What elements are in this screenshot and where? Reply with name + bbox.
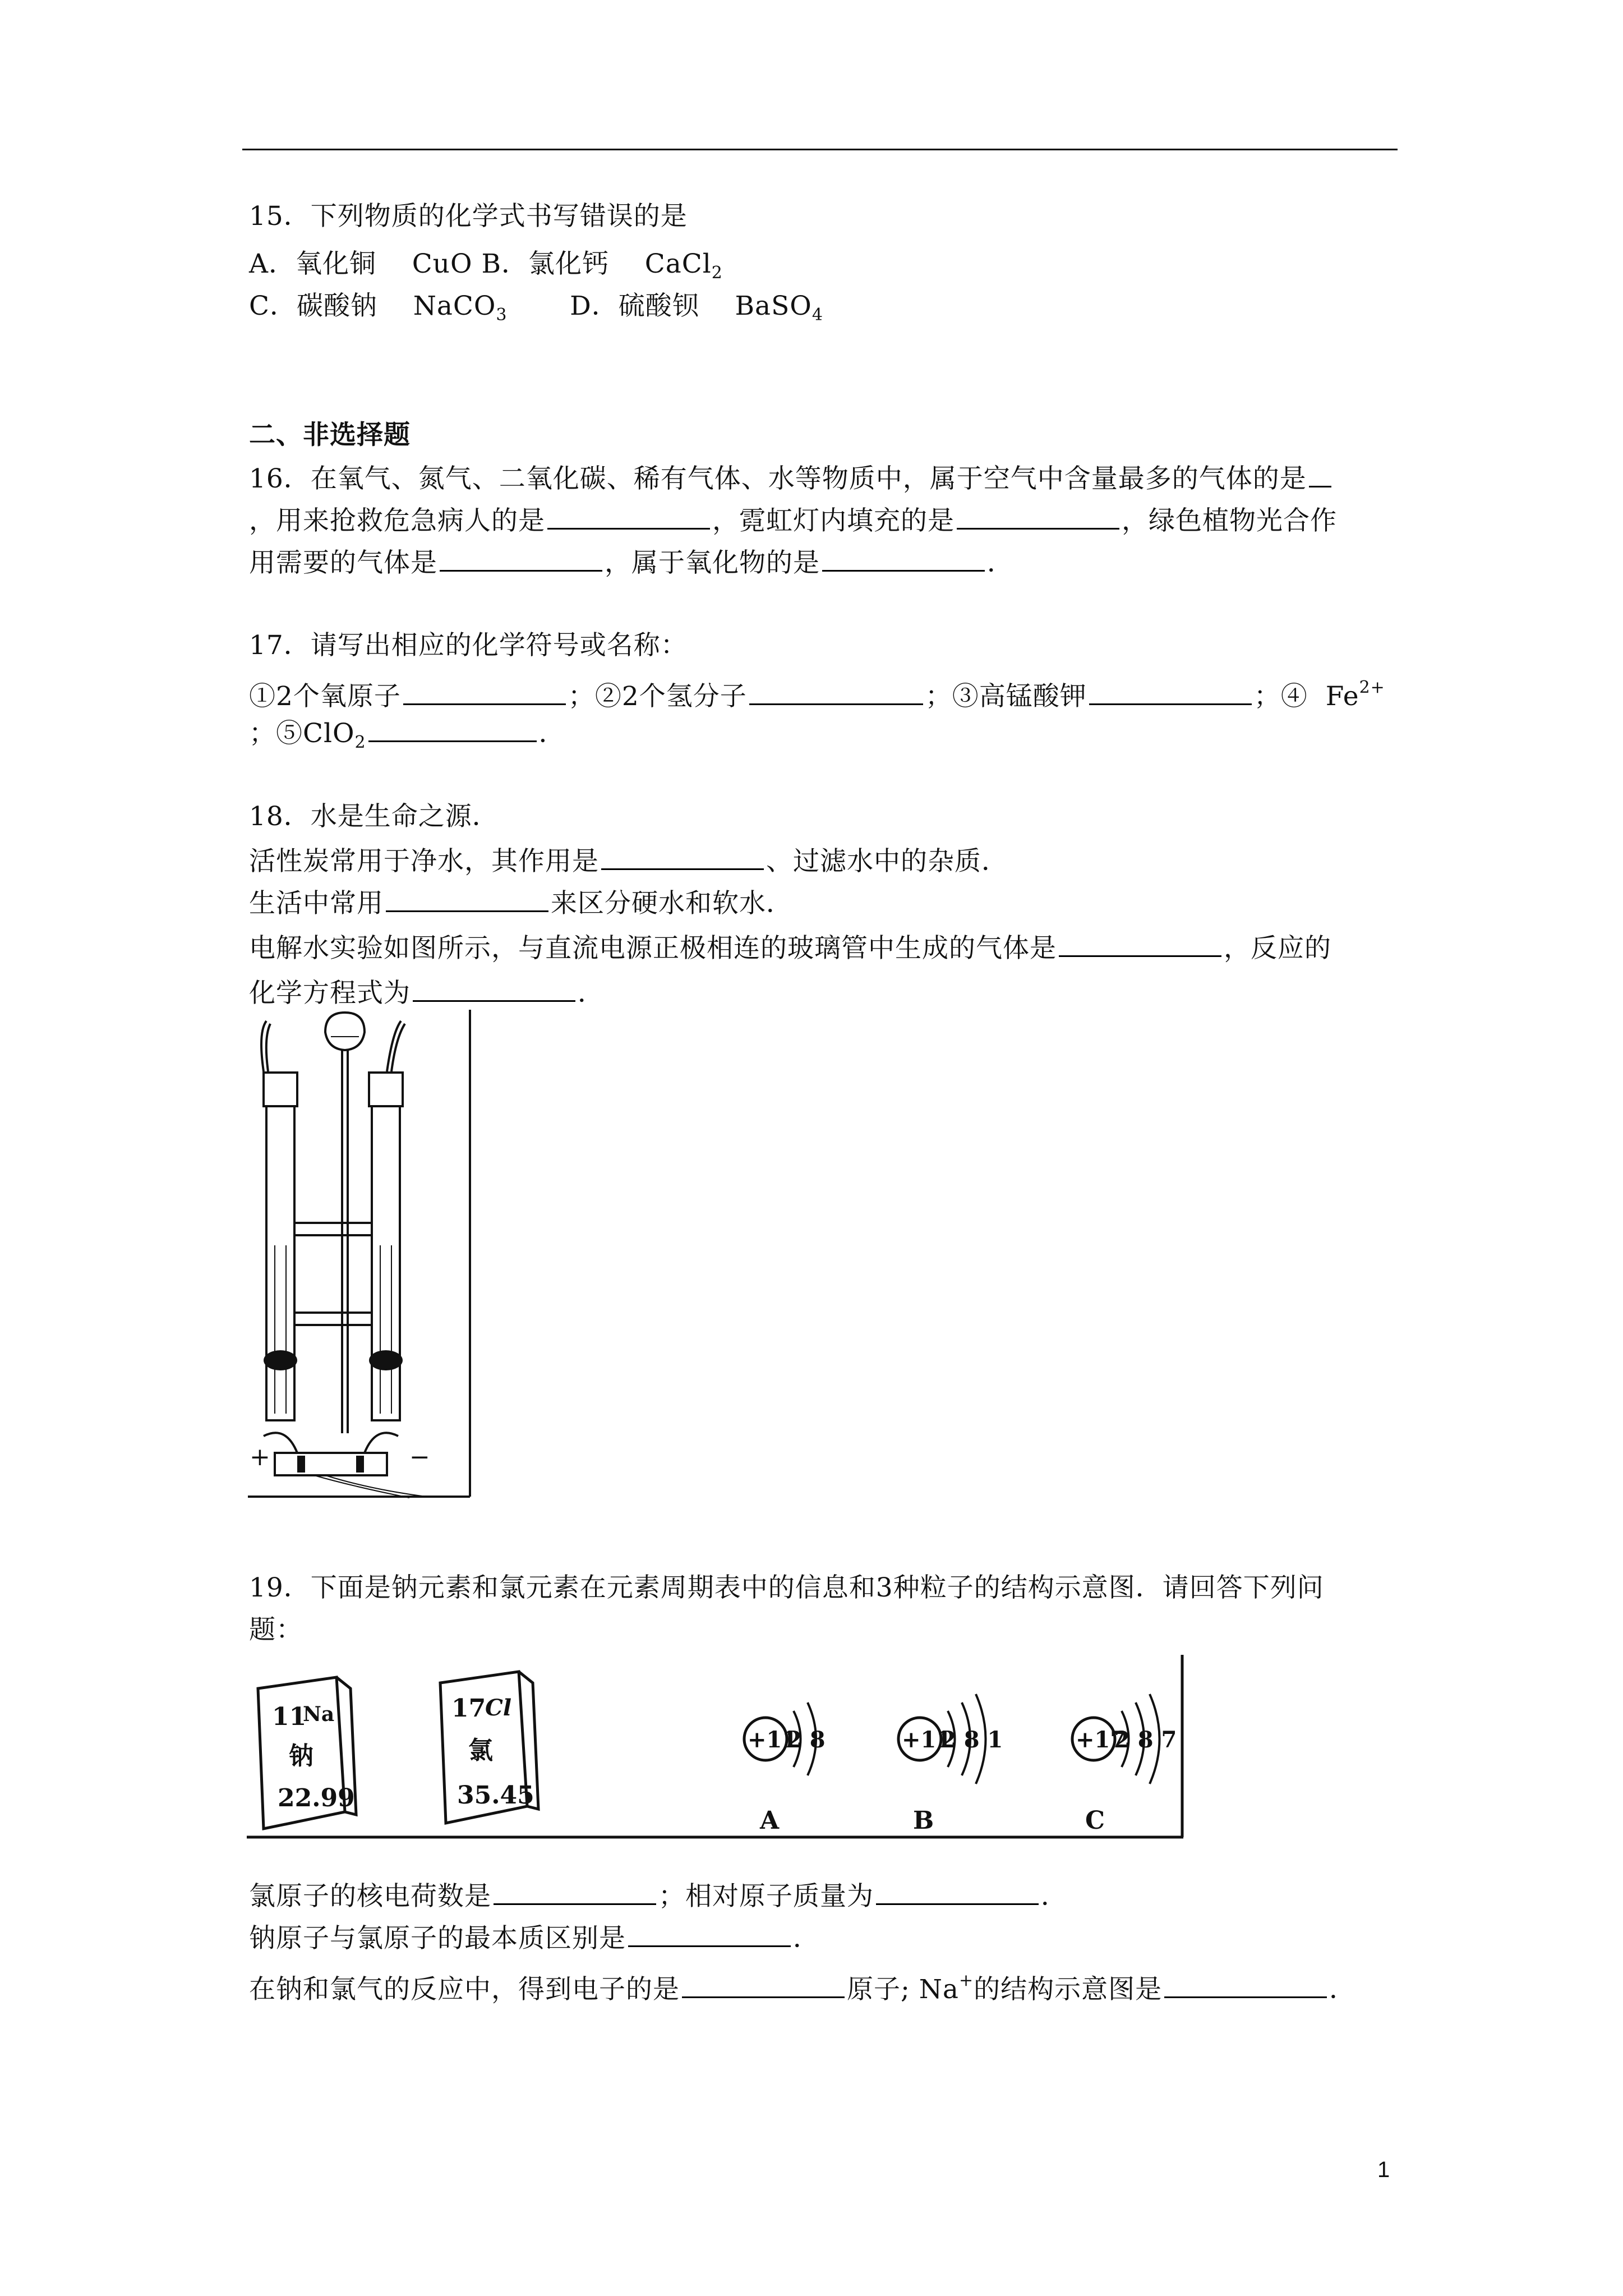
- atom-a-label: A: [760, 1806, 780, 1835]
- q16-line3-a: 用需要的气体是: [249, 547, 437, 578]
- cl-card-mass: 35.45: [457, 1781, 534, 1810]
- atom-a-shells: 2 8: [786, 1727, 826, 1753]
- q18-line4: [249, 928, 1331, 966]
- q18-stem: [249, 799, 499, 834]
- q19-line3: [249, 1876, 1068, 1914]
- left-stopper: [264, 1073, 297, 1106]
- q16-blank-1[interactable]: [1309, 459, 1331, 487]
- q15-option-d-formula: BaSO: [735, 291, 812, 321]
- atom-c-nucleus-label: +17: [1076, 1727, 1126, 1753]
- q19-blank-1[interactable]: [494, 1876, 656, 1905]
- q17-part1: ①2个氧原子: [249, 681, 401, 712]
- q17-part4-formula: Fe: [1325, 681, 1359, 712]
- apparatus-base: [275, 1453, 387, 1475]
- q19-blank-4[interactable]: [682, 1970, 845, 1998]
- upper-bridge: [294, 1223, 372, 1235]
- funnel-bulb: [325, 1013, 365, 1050]
- q16-line3: [249, 543, 1014, 581]
- q19-stem1-text: 19．下面是钠元素和氯元素在元素周期表中的信息和3种粒子的结构示意图．请回答下列问: [249, 1572, 1324, 1603]
- minus-sign: −: [409, 1443, 430, 1471]
- q19-blank-3[interactable]: [628, 1918, 791, 1947]
- q15-option-c-label: C．碳酸钠: [249, 291, 377, 321]
- q19-line5: [249, 1963, 1356, 2007]
- q16-line3-c: ．: [987, 547, 1014, 578]
- atom-c-shells: 2 8 7: [1114, 1727, 1177, 1753]
- q17-part2: ；②2个氢分子: [568, 681, 747, 712]
- q18-blank-3[interactable]: [1059, 928, 1221, 957]
- q17-stem: [249, 628, 688, 663]
- q17-part5: ；⑤ClO: [249, 718, 355, 749]
- q15-options-ab: [249, 247, 723, 291]
- q19-line5-b: 原子;: [847, 1974, 910, 2005]
- q17-part3: ；③高锰酸钾: [925, 681, 1087, 712]
- right-electrode: [369, 1350, 403, 1370]
- section-title-text: 二、非选择题: [249, 420, 411, 450]
- q17-blank-3[interactable]: [1089, 677, 1252, 705]
- q17-blank-2[interactable]: [749, 677, 923, 705]
- left-glass-tube: [266, 1106, 294, 1420]
- na-card-symbol: Na: [303, 1703, 335, 1726]
- q15-option-a-label: A．氧化铜: [249, 249, 376, 279]
- q19-stem-line2: [249, 1613, 303, 1648]
- header-rule: [242, 149, 1398, 150]
- q19-na-sup: +: [958, 1971, 974, 1990]
- q16-line2-b: ，霓虹灯内填充的是: [712, 505, 955, 536]
- q18-stem-text: 18．水是生命之源．: [249, 801, 499, 832]
- q19-line4-b: ．: [793, 1923, 820, 1954]
- atom-b-label: B: [913, 1806, 934, 1835]
- left-terminal: [297, 1456, 305, 1473]
- q15-option-a-formula: CuO: [412, 249, 473, 279]
- q16-blank-3[interactable]: [957, 501, 1119, 530]
- atom-a-nucleus-label: +11: [748, 1727, 798, 1753]
- q18-line4-a: 电解水实验如图所示，与直流电源正极相连的玻璃管中生成的气体是: [249, 933, 1057, 964]
- q17-part5-end: ．: [538, 718, 566, 749]
- element-info-figure: [247, 1655, 1189, 1840]
- q18-line5-b: ．: [578, 978, 605, 1009]
- q15-option-d-label: D．硫酸钡: [570, 291, 699, 321]
- q17-blank-4[interactable]: [368, 714, 537, 742]
- q16-line1-text: 16．在氧气、氮气、二氧化碳、稀有气体、水等物质中，属于空气中含量最多的气体的是: [249, 463, 1307, 494]
- q15-option-c-formula: NaCO: [413, 291, 496, 321]
- na-card-number: 11: [272, 1703, 307, 1731]
- q15-options-cd: [249, 289, 823, 333]
- q19-blank-2[interactable]: [876, 1876, 1039, 1905]
- q16-blank-5[interactable]: [822, 543, 985, 572]
- right-tube-stopcock: [387, 1021, 401, 1071]
- q19-blank-5[interactable]: [1164, 1970, 1327, 1998]
- q19-line4-a: 钠原子与氯原子的最本质区别是: [249, 1923, 626, 1954]
- q19-na-symbol: Na: [919, 1974, 959, 2005]
- q15-stem: [249, 199, 688, 234]
- lower-bridge: [294, 1313, 372, 1325]
- q19-line3-c: ．: [1041, 1881, 1068, 1912]
- electrolysis-apparatus-figure: [241, 1010, 477, 1503]
- q16-blank-2[interactable]: [547, 501, 710, 530]
- atom-c-label: C: [1085, 1806, 1105, 1835]
- na-card-name: 钠: [289, 1742, 313, 1770]
- q16-blank-4[interactable]: [440, 543, 602, 572]
- q15-option-b-label: B．氯化钙: [481, 249, 609, 279]
- right-glass-tube: [372, 1106, 400, 1420]
- q17-part5-sub: 2: [354, 733, 366, 752]
- q18-line4-b: ，反应的: [1224, 933, 1331, 964]
- q19-line4: [249, 1918, 820, 1956]
- q18-line2: [249, 841, 1008, 879]
- q18-blank-1[interactable]: [601, 841, 764, 870]
- atom-b-nucleus-label: +11: [902, 1727, 952, 1753]
- q17-line3: [249, 714, 566, 760]
- q19-stem-line1: [249, 1571, 1324, 1605]
- q17-line2: [249, 670, 1385, 714]
- q18-line3-a: 生活中常用: [249, 888, 384, 919]
- q17-blank-1[interactable]: [403, 677, 566, 705]
- na-card-mass: 22.99: [278, 1784, 355, 1812]
- atom-b-shells: 2 8 1: [940, 1727, 1003, 1753]
- q19-line3-b: ；相对原子质量为: [658, 1881, 874, 1912]
- cl-card-number: 17: [451, 1694, 486, 1723]
- q19-line3-a: 氯原子的核电荷数是: [249, 1881, 491, 1912]
- page-number: 1: [1377, 2157, 1390, 2182]
- q16-line3-b: ，属于氧化物的是: [605, 547, 820, 578]
- q16-line1: [249, 459, 1334, 496]
- q19-line5-a: 在钠和氯气的反应中，得到电子的是: [249, 1974, 680, 2005]
- left-electrode: [264, 1350, 297, 1370]
- q16-line2-a: ，用来抢救危急病人的是: [249, 505, 545, 536]
- q18-line3: [249, 884, 793, 921]
- q19-line5-d: ．: [1329, 1974, 1357, 2005]
- q15-option-b-formula: CaCl: [644, 249, 712, 279]
- q18-line2-b: 、过滤水中的杂质．: [766, 846, 1008, 877]
- plus-sign: +: [250, 1443, 270, 1471]
- q19-stem2-text: 题：: [249, 1614, 303, 1645]
- q19-line5-c: 的结构示意图是: [974, 1974, 1163, 2005]
- q17-part4-sup: 2+: [1359, 678, 1385, 697]
- cl-card-symbol: Cl: [485, 1695, 512, 1721]
- right-stopper: [369, 1073, 403, 1106]
- q15-stem-text: 15．下列物质的化学式书写错误的是: [249, 201, 688, 232]
- right-terminal: [356, 1456, 364, 1473]
- q16-line2: [249, 501, 1337, 539]
- q18-blank-2[interactable]: [386, 884, 548, 912]
- q18-line5: [249, 973, 605, 1011]
- q15-option-b-sub: 2: [711, 263, 723, 283]
- q18-line3-b: 来区分硬水和软水．: [551, 888, 793, 919]
- q16-line2-c: ，绿色植物光合作: [1122, 505, 1337, 536]
- q18-blank-4[interactable]: [413, 973, 575, 1002]
- right-wire: [365, 1433, 398, 1453]
- q15-option-c-sub: 3: [496, 305, 508, 325]
- cl-card-name: 氯: [468, 1736, 493, 1765]
- q17-stem-text: 17．请写出相应的化学符号或名称：: [249, 630, 688, 661]
- q18-line2-a: 活性炭常用于净水，其作用是: [249, 846, 599, 877]
- section-title: [249, 418, 411, 453]
- q15-option-d-sub: 4: [811, 305, 823, 325]
- q18-line5-a: 化学方程式为: [249, 978, 411, 1009]
- q17-part4: ；④: [1253, 681, 1308, 712]
